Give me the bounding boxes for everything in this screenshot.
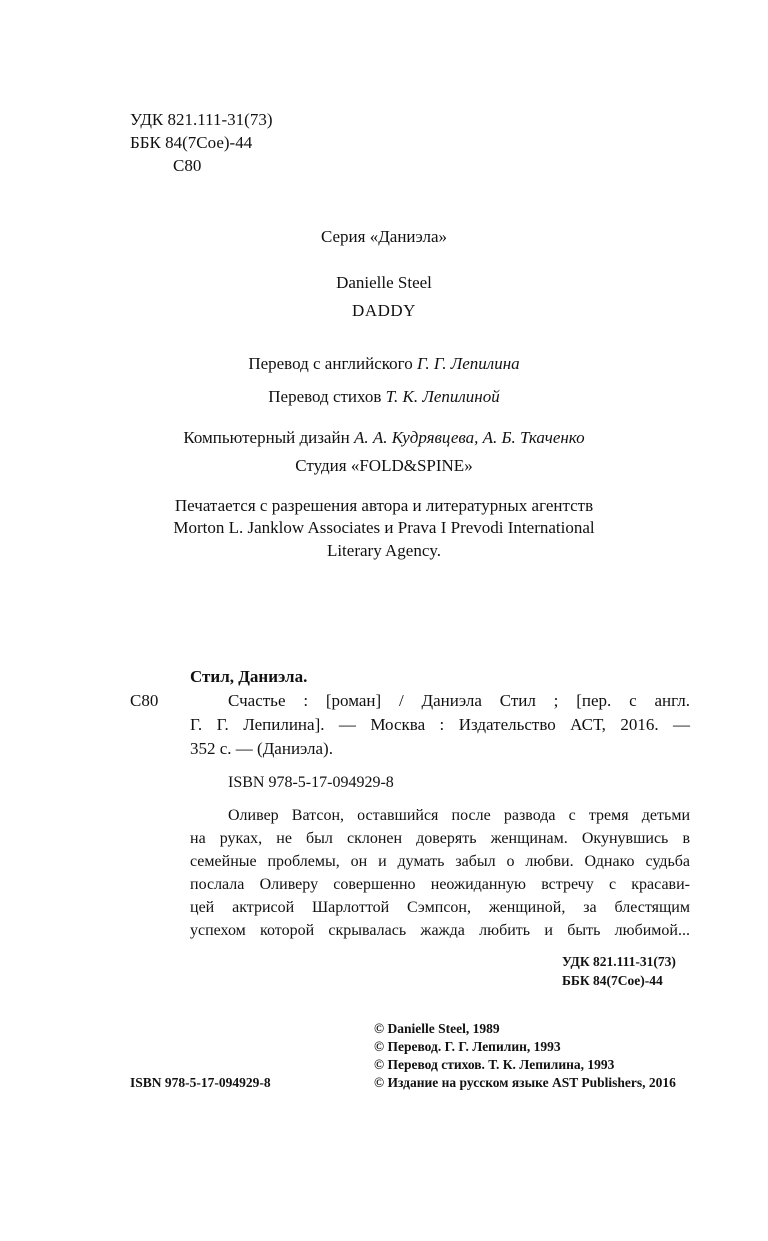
annotation-line-3: семейные проблемы, он и думать забыл о любви. Однако судьба xyxy=(190,853,690,870)
catalog-udk: УДК 821.111-31(73) xyxy=(562,954,676,969)
permission-line-1: Печатается с разрешения автора и литературных агентств xyxy=(174,496,594,515)
copyright-line-2: © Перевод. Г. Г. Лепилин, 1993 xyxy=(374,1039,561,1054)
bbk-code: ББК 84(7Сое)-44 xyxy=(130,133,253,152)
copyright-line-4: © Издание на русском языке AST Publishers, 2016 xyxy=(374,1075,676,1090)
series-title: Серия «Даниэла» xyxy=(320,227,448,246)
poems-translator-name: Т. К. Лепилиной xyxy=(385,387,500,406)
design-credit xyxy=(0,428,768,448)
annotation-line-5: цей актрисой Шарлоттой Сэмпсон, женщиной, за блестящим xyxy=(190,899,690,916)
designer-names: А. А. Кудрявцева, А. Б. Ткаченко xyxy=(353,428,585,447)
translation-label: Перевод с английского xyxy=(248,354,413,373)
copyright-line-1: © Danielle Steel, 1989 xyxy=(374,1021,500,1036)
design-label: Компьютерный дизайн xyxy=(183,428,350,447)
catalog-sign: С80 xyxy=(130,691,159,710)
poems-credit xyxy=(0,387,768,407)
catalog-entry-line-2: Г. Г. Лепилина]. — Москва : Издательство АСТ, 2016. — xyxy=(190,715,690,734)
catalog-entry-line-1: Счастье : [роман] / Даниэла Стил ; [пер. с англ. xyxy=(228,691,690,710)
annotation-line-2: на руках, не был склонен доверять женщинам. Окунувшись в xyxy=(190,830,690,847)
annotation-line-4: послала Оливеру совершенно неожиданную встречу с красави- xyxy=(190,876,690,893)
catalog-isbn: ISBN 978-5-17-094929-8 xyxy=(228,774,394,791)
copyright-isbn: ISBN 978-5-17-094929-8 xyxy=(130,1075,271,1090)
author-sign: С80 xyxy=(173,156,202,175)
catalog-bbk: ББК 84(7Сое)-44 xyxy=(562,973,663,988)
permission-line-3: Literary Agency. xyxy=(326,541,442,560)
copyright-line-3: © Перевод стихов. Т. К. Лепилина, 1993 xyxy=(374,1057,615,1072)
translation-credit xyxy=(0,354,768,374)
poems-label: Перевод стихов xyxy=(268,387,382,406)
annotation-line-6: успехом которой скрывалась жажда любить и быть любимой... xyxy=(190,922,690,939)
annotation-line-1: Оливер Ватсон, оставшийся после развода с тремя детьми xyxy=(228,807,690,824)
original-title: DADDY xyxy=(352,301,416,320)
translator-name: Г. Г. Лепилина xyxy=(416,354,520,373)
catalog-entry-line-3: 352 с. — (Даниэла). xyxy=(190,739,333,758)
permission-line-2: Morton L. Janklow Associates и Prava I Prevodi International xyxy=(173,518,595,537)
catalog-heading: Стил, Даниэла. xyxy=(190,667,308,686)
original-author: Danielle Steel xyxy=(336,273,432,292)
studio-credit: Студия «FOLD&SPINE» xyxy=(295,456,473,475)
udk-code: УДК 821.111-31(73) xyxy=(130,110,273,129)
